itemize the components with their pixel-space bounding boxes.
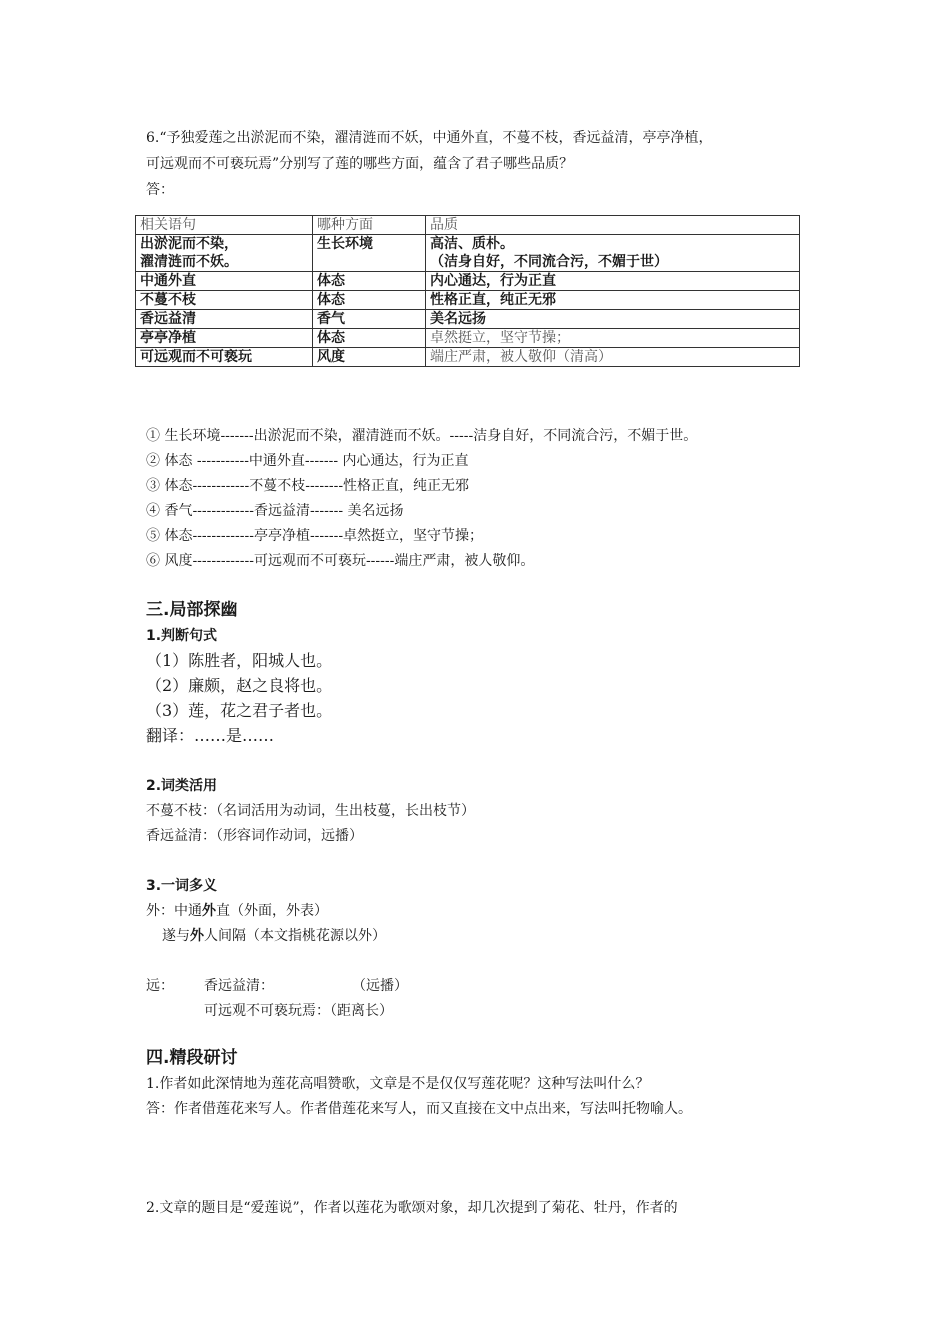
keyword: 外 xyxy=(202,903,216,919)
table-row xyxy=(136,329,800,348)
header-quality: 品质 xyxy=(426,216,800,235)
polysemy-yuan-1: 香远益清： xyxy=(204,978,274,994)
table-cell-sentence: 香远益清 xyxy=(136,310,313,329)
subsection-1-title: 1.判断句式 xyxy=(146,628,218,644)
summary-item-6: ⑥ 风度-------------可远观而不可亵玩------端庄严肃，被人敬仰。 xyxy=(146,553,535,569)
table-cell-quality: 内心通达，行为正直 xyxy=(426,272,800,291)
polysemy-wai-2 xyxy=(162,926,386,946)
judgement-example-2: （2）廉颇，赵之良将也。 xyxy=(146,676,333,695)
table-cell-aspect: 体态 xyxy=(313,291,426,310)
summary-item-3: ③ 体态------------不蔓不枝--------性格正直，纯正无邪 xyxy=(146,478,470,494)
quality-line: （洁身自好，不同流合污，不媚于世） xyxy=(430,254,668,270)
table-header-row xyxy=(136,216,800,235)
text-segment: 人间隔（本文指桃花源以外） xyxy=(204,928,386,944)
summary-item-5: ⑤ 体态-------------亭亭净植-------卓然挺立，坚守节操； xyxy=(146,528,484,544)
judgement-example-3: （3）莲，花之君子者也。 xyxy=(146,701,333,720)
question-6-line2: 可远观而不可亵玩焉”分别写了莲的哪些方面，蕴含了君子哪些品质？ xyxy=(146,156,574,172)
table-cell-sentence: 不蔓不枝 xyxy=(136,291,313,310)
summary-item-4: ④ 香气-------------香远益清------- 美名远扬 xyxy=(146,503,404,519)
subsection-3-title: 3.一词多义 xyxy=(146,878,218,894)
table-row xyxy=(136,310,800,329)
table-cell-aspect: 香气 xyxy=(313,310,426,329)
summary-item-2: ② 体态 -----------中通外直------- 内心通达，行为正直 xyxy=(146,453,469,469)
table-cell-quality: 美名远扬 xyxy=(426,310,800,329)
table-cell-aspect: 体态 xyxy=(313,329,426,348)
answer-1: 答：作者借莲花来写人。作者借莲花来写人，而又直接在文中点出来，写法叫托物喻人。 xyxy=(146,1101,692,1117)
table-row xyxy=(136,235,800,272)
section-4-title: 四.精段研讨 xyxy=(146,1048,238,1068)
word-usage-2: 香远益清：（形容词作动词，远播） xyxy=(146,828,363,844)
table-row xyxy=(136,291,800,310)
text-segment: 直（外面，外表） xyxy=(216,903,328,919)
summary-item-1: ① 生长环境-------出淤泥而不染，濯清涟而不妖。-----洁身自好，不同流合污，不媚于世。 xyxy=(146,428,698,444)
lotus-quality-table xyxy=(135,215,800,367)
section-3-title: 三.局部探幽 xyxy=(146,600,238,620)
sentence-line: 出淤泥而不染， xyxy=(140,236,238,252)
word-usage-1: 不蔓不枝：（名词活用为动词，生出枝蔓，长出枝节） xyxy=(146,803,475,819)
table-cell-sentence: 可远观而不可亵玩 xyxy=(136,348,313,367)
table-cell-quality: 卓然挺立，坚守节操； xyxy=(426,329,800,348)
polysemy-yuan-1-meaning: （远播） xyxy=(352,978,408,994)
polysemy-yuan-2: 可远观不可亵玩焉：（距离长） xyxy=(204,1003,393,1019)
table-row xyxy=(136,348,800,367)
table-cell-quality: 性格正直，纯正无邪 xyxy=(426,291,800,310)
table-cell-quality: 端庄严肃，被人敬仰（清高） xyxy=(426,348,800,367)
header-aspect: 哪种方面 xyxy=(313,216,426,235)
polysemy-wai-1 xyxy=(146,901,328,921)
table-row xyxy=(136,272,800,291)
sentence-line: 濯清涟而不妖。 xyxy=(140,254,238,270)
table-cell-aspect: 生长环境 xyxy=(313,235,426,272)
answer-label: 答： xyxy=(146,182,174,198)
table-cell-sentence: 亭亭净植 xyxy=(136,329,313,348)
judgement-example-1: （1）陈胜者，阳城人也。 xyxy=(146,651,333,670)
polysemy-yuan-label: 远： xyxy=(146,978,174,994)
subsection-2-title: 2.词类活用 xyxy=(146,778,218,794)
table-cell-sentence xyxy=(136,235,313,272)
question-6-line1: 6.“予独爱莲之出淤泥而不染，濯清涟而不妖，中通外直，不蔓不枝，香远益清，亭亭净植， xyxy=(146,130,713,146)
keyword: 外 xyxy=(190,928,204,944)
translation-note: 翻译：……是…… xyxy=(146,726,275,745)
table-cell-sentence: 中通外直 xyxy=(136,272,313,291)
quality-line: 高洁、质朴。 xyxy=(430,236,514,252)
text-segment: 外：中通 xyxy=(146,903,202,919)
text-segment: 遂与 xyxy=(162,928,190,944)
header-sentence: 相关语句 xyxy=(136,216,313,235)
question-1: 1.作者如此深情地为莲花高唱赞歌，文章是不是仅仅写莲花呢？这种写法叫什么？ xyxy=(146,1076,650,1092)
question-2: 2.文章的题目是“爱莲说”，作者以莲花为歌颂对象，却几次提到了菊花、牡丹，作者的 xyxy=(146,1200,678,1216)
table-cell-aspect: 体态 xyxy=(313,272,426,291)
table-cell-aspect: 风度 xyxy=(313,348,426,367)
table-cell-quality xyxy=(426,235,800,272)
